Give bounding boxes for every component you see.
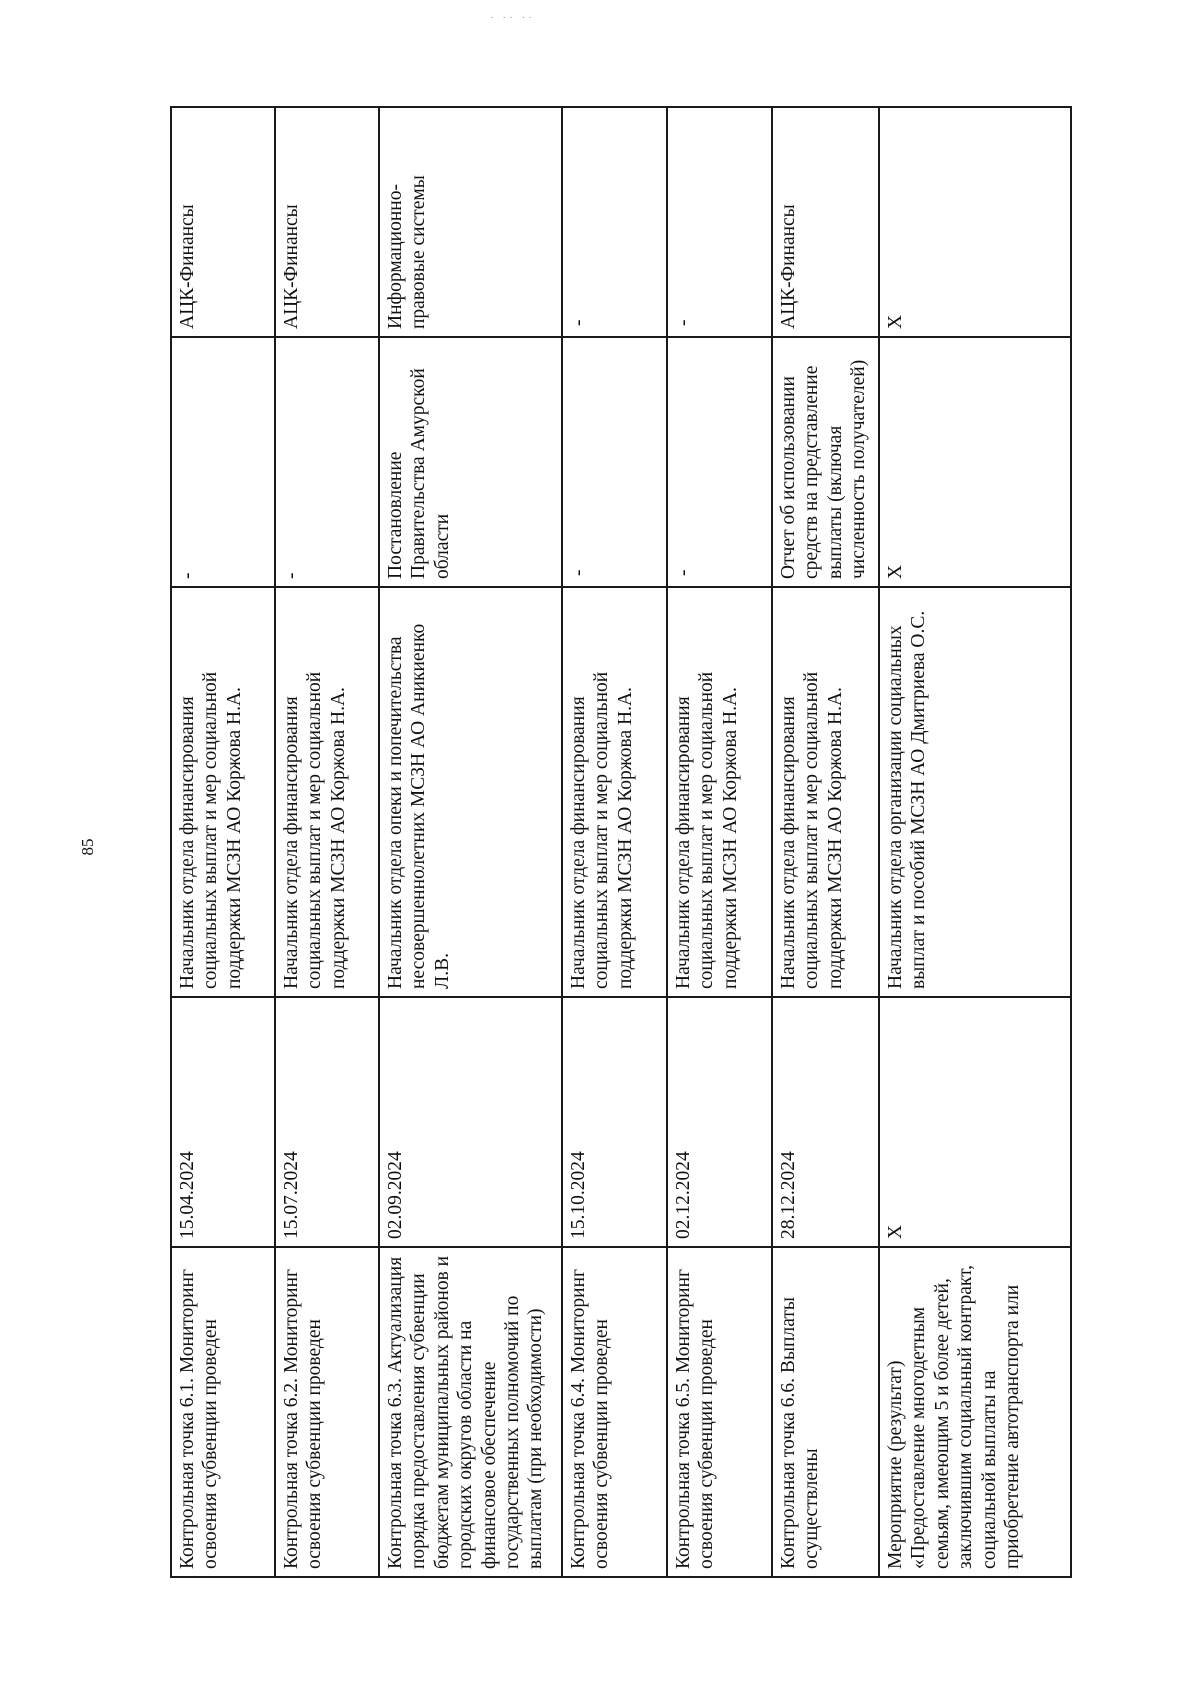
cell-responsible: Начальник отдела организации социальных выплат и пособий МСЗН АО Дмитриева О.С. [879,587,1071,997]
cell-system: Информационно-правовые системы [379,107,562,337]
cell-responsible: Начальник отдела финансирования социальных выплат и мер социальной поддержки МСЗН АО Коржова Н.А. [171,587,275,997]
cell-document: - [667,337,772,587]
cell-name: Мероприятие (результат) «Предоставление многодетным семьям, имеющим 5 и более детей, заключившим социальный контракт, социальной выплаты на приобретение автотранспорта или [879,1247,1071,1577]
table-container [170,108,1070,1578]
cell-date: 02.12.2024 [667,997,772,1247]
rotated-page-content [170,108,1070,1578]
cell-date: 15.07.2024 [275,997,379,1247]
table-row [379,107,562,1577]
cell-responsible: Начальник отдела финансирования социальных выплат и мер социальной поддержки МСЗН АО Коржова Н.А. [772,587,879,997]
cell-date: 28.12.2024 [772,997,879,1247]
cell-document: Постановление Правительства Амурской области [379,337,562,587]
cell-document: - [562,337,667,587]
cell-date: 15.10.2024 [562,997,667,1247]
cell-document: - [171,337,275,587]
table-row [879,107,1071,1577]
cell-system: - [562,107,667,337]
cell-responsible: Начальник отдела опеки и попечительства несовершеннолетних МСЗН АО Аникиенко Л.В. [379,587,562,997]
cell-responsible: Начальник отдела финансирования социальных выплат и мер социальной поддержки МСЗН АО Коржова Н.А. [562,587,667,997]
control-points-table [170,106,1072,1578]
cell-name: Контрольная точка 6.3. Актуализация порядка предоставления субвенции бюджетам муниципальных районов и городских округов области на финансовое обеспечение государственных полномочий по выплатам (при необходимости) [379,1247,562,1577]
cell-name: Контрольная точка 6.6. Выплаты осуществлены [772,1247,879,1577]
cell-system: АЦК-Финансы [171,107,275,337]
cell-system: X [879,107,1071,337]
page-number: 85 [78,838,97,856]
cell-name: Контрольная точка 6.1. Мониторинг освоения субвенции проведен [171,1247,275,1577]
table-row [772,107,879,1577]
cell-system: АЦК-Финансы [275,107,379,337]
cell-date: X [879,997,1071,1247]
cell-date: 02.09.2024 [379,997,562,1247]
cell-name: Контрольная точка 6.4. Мониторинг освоения субвенции проведен [562,1247,667,1577]
table-row [562,107,667,1577]
cell-responsible: Начальник отдела финансирования социальных выплат и мер социальной поддержки МСЗН АО Коржова Н.А. [275,587,379,997]
cell-system: АЦК-Финансы [772,107,879,337]
cell-document: X [879,337,1071,587]
cell-name: Контрольная точка 6.2. Мониторинг освоения субвенции проведен [275,1247,379,1577]
cell-responsible: Начальник отдела финансирования социальных выплат и мер социальной поддержки МСЗН АО Коржова Н.А. [667,587,772,997]
table-row [275,107,379,1577]
scan-artifact: · ·· ·· [490,12,535,24]
cell-document: - [275,337,379,587]
table-row [171,107,275,1577]
cell-document: Отчет об использовании средств на представление выплаты (включая численность получателей) [772,337,879,587]
table-row [667,107,772,1577]
cell-date: 15.04.2024 [171,997,275,1247]
cell-system: - [667,107,772,337]
cell-name: Контрольная точка 6.5. Мониторинг освоения субвенции проведен [667,1247,772,1577]
